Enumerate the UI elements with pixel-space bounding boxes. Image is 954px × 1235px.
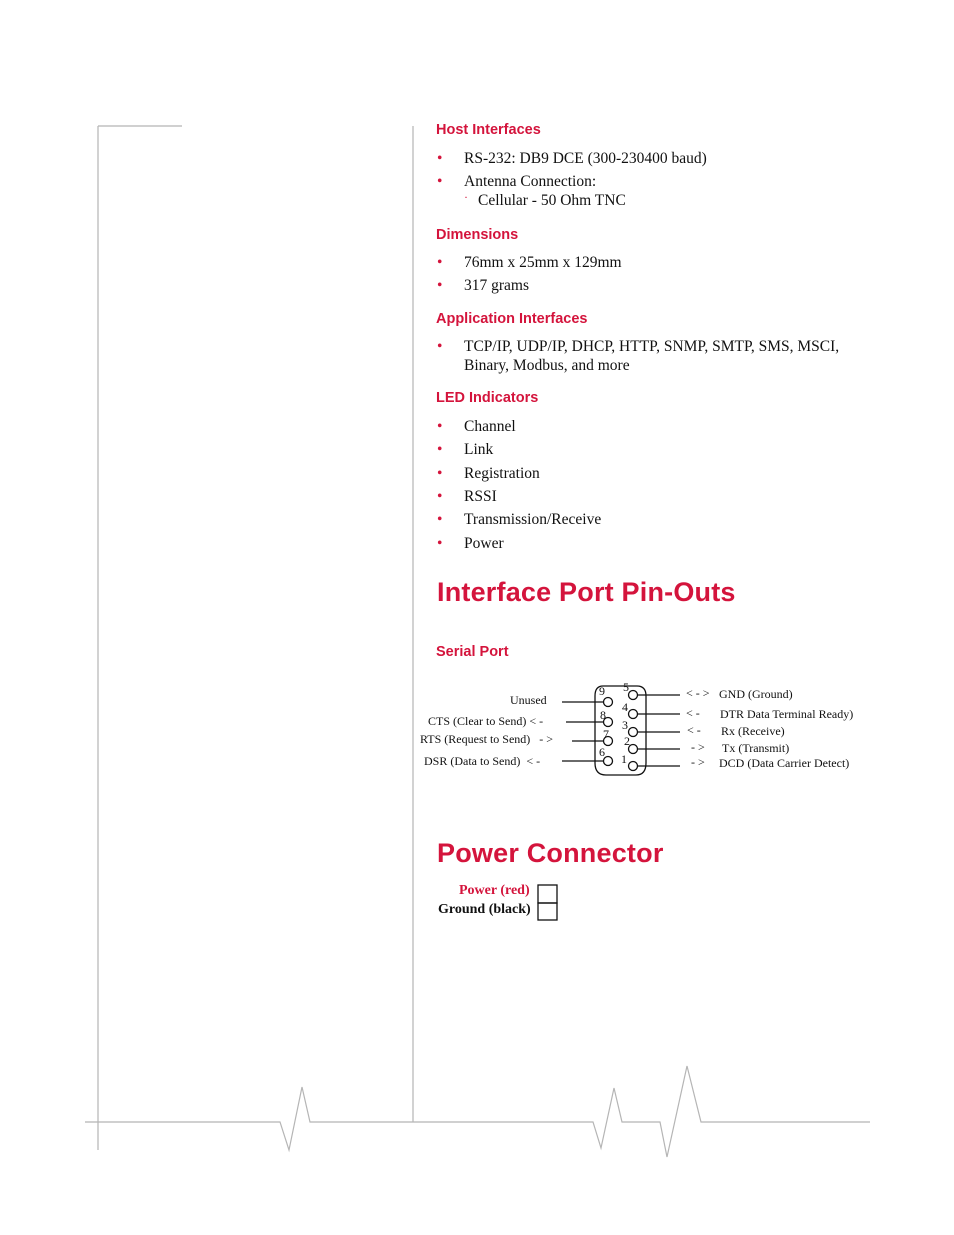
pin-label-dtr: DTR Data Terminal Ready) xyxy=(720,707,854,721)
ground-black-label: Ground (black) xyxy=(438,902,531,917)
dimensions-heading: Dimensions xyxy=(436,227,519,243)
pin-label-gnd: GND (Ground) xyxy=(719,687,793,701)
pin-number: 9 xyxy=(599,684,605,698)
pin-label-rx: Rx (Receive) xyxy=(721,724,785,738)
pin-number: 2 xyxy=(624,734,630,748)
pin-number: 8 xyxy=(600,708,606,722)
pin-9 xyxy=(604,698,613,707)
pin-4 xyxy=(629,710,638,719)
signal-direction: < - xyxy=(687,723,701,737)
pin-label-dcd: DCD (Data Carrier Detect) xyxy=(719,756,850,770)
signal-direction: < - xyxy=(686,706,700,720)
pin-number: 4 xyxy=(622,700,628,714)
pin-number: 6 xyxy=(599,745,605,759)
pin-label-tx: Tx (Transmit) xyxy=(722,741,790,755)
signal-direction: - > xyxy=(691,755,705,769)
pin-1 xyxy=(629,762,638,771)
power-red-label: Power (red) xyxy=(459,883,530,898)
pin-5 xyxy=(629,691,638,700)
host-interfaces-heading: Host Interfaces xyxy=(436,122,541,138)
signal-direction: - > xyxy=(691,740,705,754)
pin-label-rts: RTS (Request to Send) - > xyxy=(420,732,554,746)
power-connector-title: Power Connector xyxy=(437,838,664,868)
led-indicators-heading: LED Indicators xyxy=(436,390,539,406)
pin-number: 3 xyxy=(622,718,628,732)
pin-number: 7 xyxy=(603,727,609,741)
pin-label-cts: CTS (Clear to Send) < - xyxy=(428,714,544,728)
pin-number: 5 xyxy=(623,680,629,694)
pin-label-dsr: DSR (Data to Send) < - xyxy=(424,754,541,768)
pin-number: 1 xyxy=(621,752,627,766)
power-connector-box xyxy=(537,883,561,923)
pin-label-unused: Unused xyxy=(510,693,547,707)
application-interfaces-heading: Application Interfaces xyxy=(436,311,588,327)
pinouts-title: Interface Port Pin-Outs xyxy=(437,577,736,607)
signal-direction: < - > xyxy=(686,686,710,700)
serial-port-heading: Serial Port xyxy=(436,644,509,660)
